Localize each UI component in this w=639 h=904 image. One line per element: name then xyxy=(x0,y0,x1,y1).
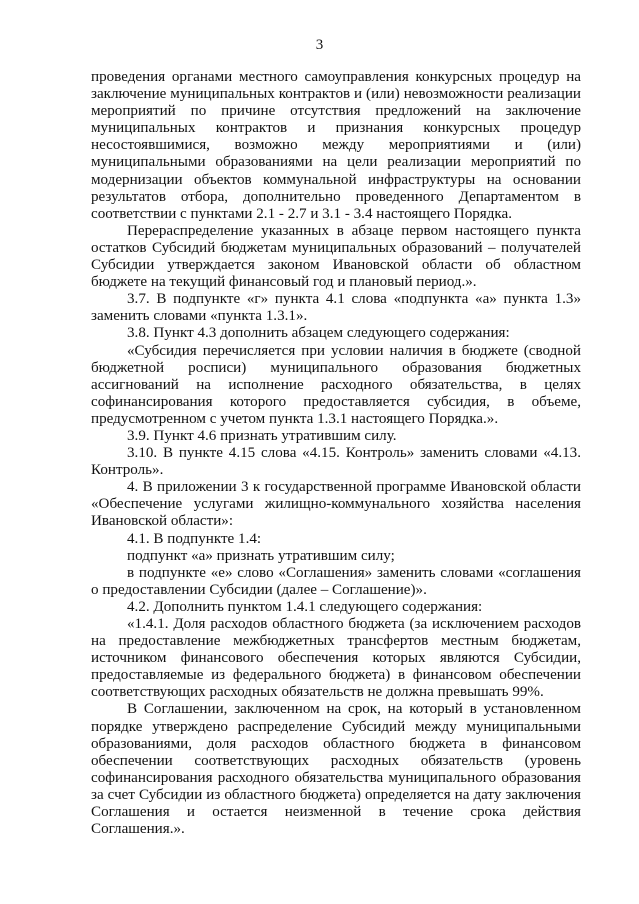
paragraph: 4.2. Дополнить пунктом 1.4.1 следующего содержания: xyxy=(127,598,483,615)
page-number: 3 xyxy=(315,37,324,53)
paragraph: «Субсидия перечисляется при условии наличия в бюджете (сводной бюджетной росписи) муниципального образования бюджетных ассигнований на исполнение расходного обязательства, в целях софинансирования которого предоставляется субсидия, в объеме, предусмотренном с учетом пункта 1.3.1 настоящего Порядка.». xyxy=(91,342,581,427)
paragraph: 3.10. В пункте 4.15 слова «4.15. Контроль» заменить словами «4.13. Контроль». xyxy=(91,445,581,479)
paragraph: 3.9. Пункт 4.6 признать утратившим силу. xyxy=(127,427,397,444)
paragraph: «1.4.1. Доля расходов областного бюджета (за исключением расходов на предоставление межбюджетных трансфертов местным бюджетам, источником финансового обеспечения которых являются Субсидии, предоставляемые из федерального бюджета) в финансовом обеспечении соответствующих расходных обязательств не должна превышать 99%. xyxy=(91,616,581,701)
paragraph: Перераспределение указанных в абзаце первом настоящего пункта остатков Субсидий бюджетам муниципальных образований – получателей Субсидии утверждается законом Ивановской области об областном бюджете на текущий финансовый год и плановый период.». xyxy=(91,222,581,291)
paragraph: 3.7. В подпункте «г» пункта 4.1 слова «подпункта «а» пункта 1.3» заменить словами «пункта 1.3.1». xyxy=(91,291,581,325)
paragraph: В Соглашении, заключенном на срок, на который в установленном порядке утверждено распределение Субсидий между муниципальными образованиями, доля расходов областного бюджета в финансовом обеспечении соответствующих расходных обязательств (уровень софинансирования расходного обязательства муниципального образования за счет Субсидии из областного бюджета) определяется на дату заключения Соглашения и остается неизменной в течение срока действия Соглашения.». xyxy=(91,701,581,838)
paragraph: 4. В приложении 3 к государственной программе Ивановской области «Обеспечение услугами жилищно-коммунального хозяйства населения Ивановской области»: xyxy=(91,479,581,530)
paragraph: проведения органами местного самоуправления конкурсных процедур на заключение муниципальных контрактов и (или) невозможности реализации мероприятий по причине отсутствия предложений на заключение муниципальных контрактов и признания конкурсных процедур несостоявшимися, возможно между мероприятиями и (или) муниципальными образованиями на цели реализации мероприятий по модернизации объектов коммунальной инфраструктуры на основании результатов отбора, дополнительно проведенного Департаментом в соответствии с пунктами 2.1 - 2.7 и 3.1 - 3.4 настоящего Порядка. xyxy=(91,69,581,222)
paragraph: в подпункте «е» слово «Соглашения» заменить словами «соглашения о предоставлении Субсидии (далее – Соглашение)». xyxy=(91,564,581,598)
paragraph: 4.1. В подпункте 1.4: xyxy=(127,530,262,547)
document-body xyxy=(91,69,581,838)
paragraph: 3.8. Пункт 4.3 дополнить абзацем следующего содержания: xyxy=(127,325,510,342)
paragraph: подпункт «а» признать утратившим силу; xyxy=(127,547,395,564)
